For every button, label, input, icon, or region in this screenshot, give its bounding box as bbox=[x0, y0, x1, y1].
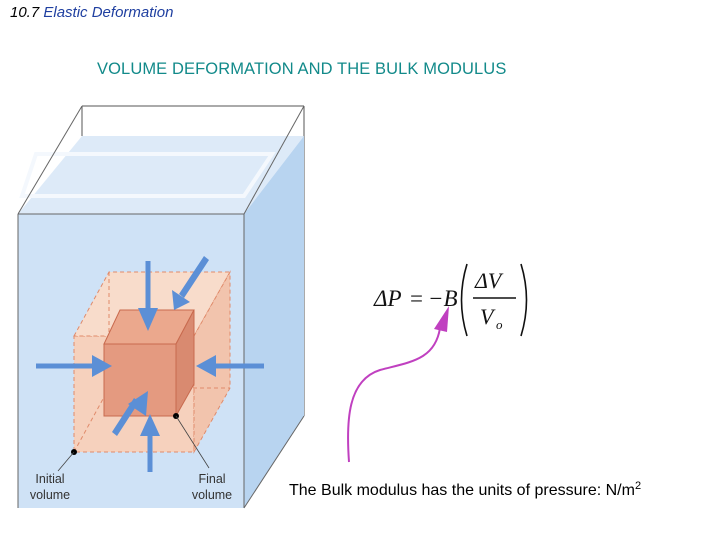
pointer-arrowhead-icon bbox=[434, 306, 449, 332]
equation-coefficient: −B bbox=[428, 286, 458, 311]
section-header bbox=[10, 4, 173, 21]
magenta-pointer-arrow bbox=[330, 300, 480, 470]
caption-superscript: 2 bbox=[634, 480, 642, 492]
section-title: Elastic Deformation bbox=[43, 4, 174, 21]
equation-equals: = bbox=[410, 286, 423, 311]
final-label-line1: Final bbox=[198, 472, 226, 486]
right-paren bbox=[521, 264, 527, 336]
caption bbox=[289, 480, 641, 500]
bulk-modulus-figure bbox=[14, 96, 310, 512]
equation-denominator: V bbox=[480, 304, 494, 329]
section-number: 10.7 bbox=[10, 4, 40, 21]
pointer-curve bbox=[348, 328, 440, 462]
initial-label-line2: volume bbox=[29, 488, 71, 502]
final-label-line2: volume bbox=[191, 488, 233, 502]
caption-text: The Bulk modulus has the units of pressure: N/m bbox=[289, 482, 635, 499]
slide-subtitle: VOLUME DEFORMATION AND THE BULK MODULUS bbox=[97, 60, 507, 78]
equation-lhs: ΔP bbox=[374, 286, 402, 311]
initial-label-line1: Initial bbox=[35, 472, 65, 486]
equation-numerator: ΔV bbox=[475, 268, 502, 293]
equation-denominator-subscript: o bbox=[496, 317, 503, 332]
